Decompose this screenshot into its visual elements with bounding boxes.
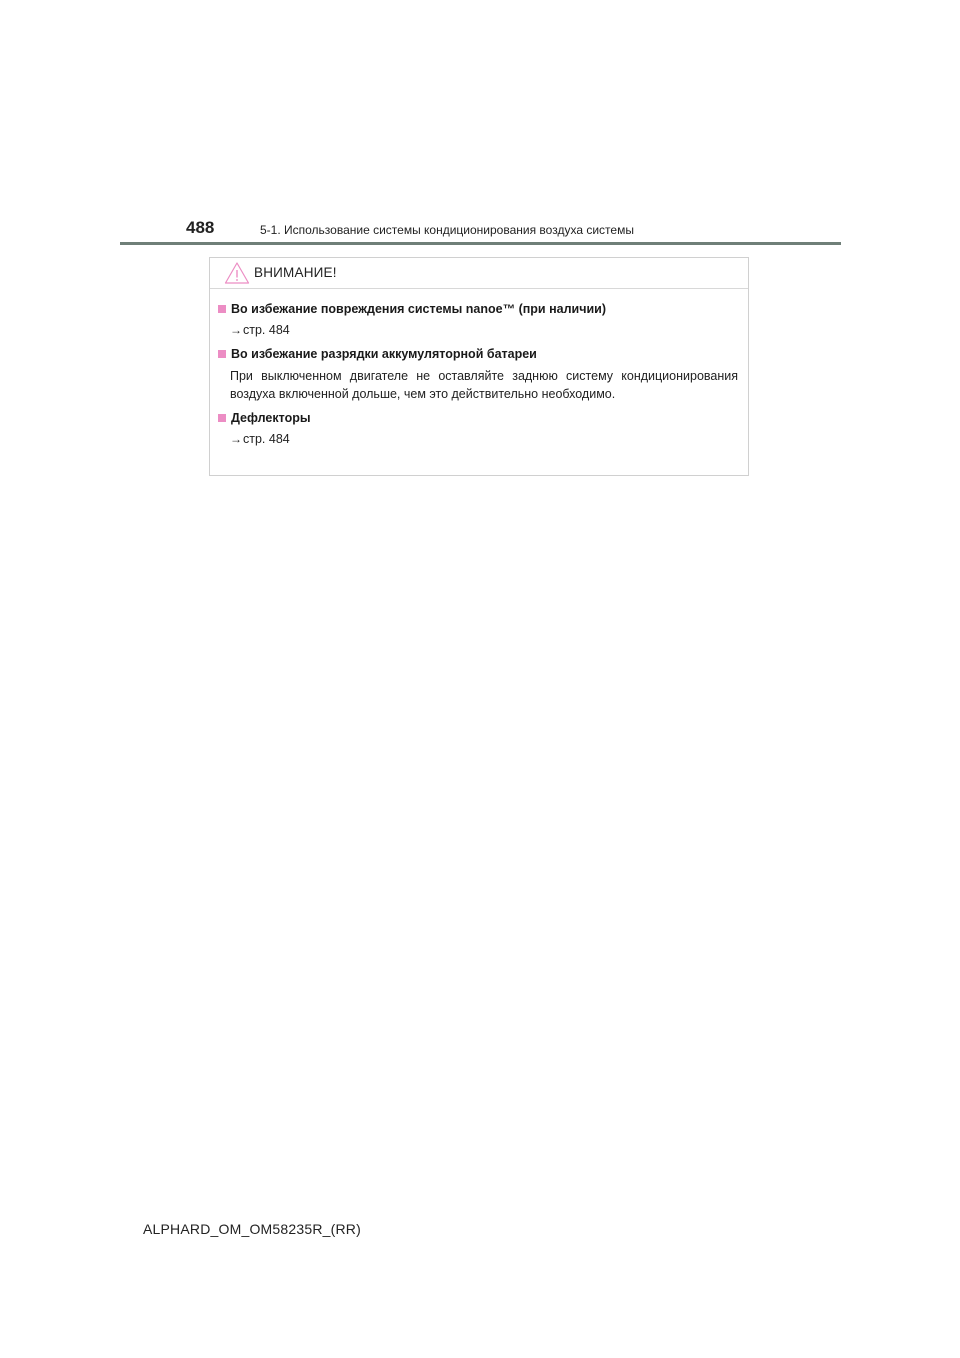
warning-title: ВНИМАНИЕ! [254, 265, 337, 280]
warning-item [218, 409, 738, 448]
item-body: При выключенном двигателе не оставляйте заднюю систему кондиционирования воздуха включенной дольше, чем это действительно необходимо. [230, 369, 738, 401]
warning-item [218, 300, 738, 339]
page-reference-link[interactable]: стр. 484 [243, 323, 290, 337]
arrow-right-icon: → [230, 432, 242, 446]
warning-item [218, 345, 738, 403]
page-reference-link[interactable]: стр. 484 [243, 432, 290, 446]
arrow-right-icon: → [230, 323, 242, 337]
warning-box [209, 257, 749, 476]
item-heading-text: Во избежание повреждения системы nanoe™ (при наличии) [231, 302, 606, 316]
footer-doc-code: ALPHARD_OM_OM58235R_(RR) [143, 1221, 361, 1237]
section-title: 5-1. Использование системы кондиционирования воздуха системы [260, 223, 634, 237]
warning-header [210, 258, 748, 289]
page-reference [230, 321, 738, 339]
bullet-square-icon [218, 414, 226, 422]
warning-items [218, 300, 738, 454]
header-rule [120, 242, 841, 245]
item-heading-text: Во избежание разрядки аккумуляторной батареи [231, 347, 537, 361]
item-heading [218, 409, 738, 427]
warning-triangle-icon [224, 261, 250, 285]
bullet-square-icon [218, 305, 226, 313]
item-heading-text: Дефлекторы [231, 411, 311, 425]
item-heading [218, 345, 738, 363]
item-heading [218, 300, 738, 318]
page-reference [230, 430, 738, 448]
bullet-square-icon [218, 350, 226, 358]
page-number: 488 [186, 218, 215, 237]
